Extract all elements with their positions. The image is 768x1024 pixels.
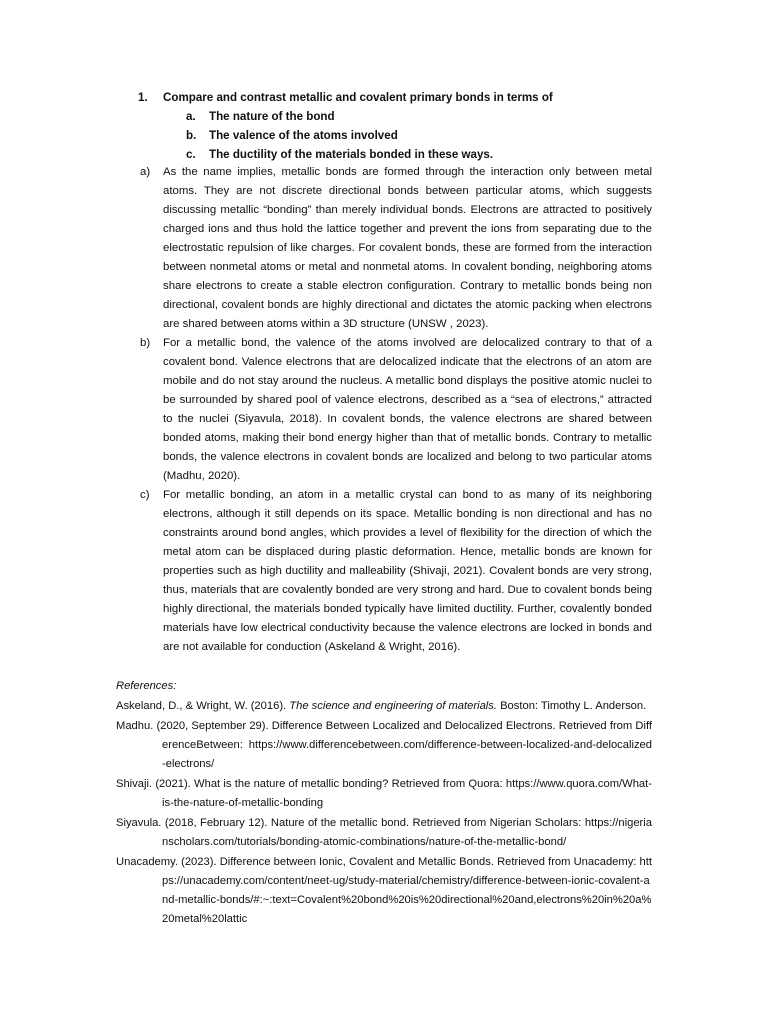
- reference-text-after: Boston: Timothy L. Anderson.: [496, 700, 647, 712]
- answer-text: For a metallic bond, the valence of the atoms involved are delocalized contrary to that of a covalent bond. Valence electrons that are delocalized indicate that the electrons of an atom are mobile and do not stay around the nucleus. A metallic bond displays the positive atomic nuclei to be surrounded by shared pool of valence electrons, described as a “sea of electrons,” attracted to the nuclei (Siyavula, 2018). In covalent bonds, the valence electrons are shared between bonded atoms, making their bond energy higher than that of metallic bonds. Contrary to metallic bonds, the valence electrons in covalent bonds are localized and belong to two particular atoms (Madhu, 2020).: [163, 337, 652, 482]
- reference-italic-title: The science and engineering of materials.: [289, 700, 497, 712]
- subitem-letter: b.: [186, 129, 197, 142]
- reference-text: Madhu. (2020, September 29). Difference Between Localized and Delocalized Electrons. Retrieved from DifferenceBetween: https://www.differencebetween.com/difference-between-localized-and-delocalized-electrons/: [116, 720, 652, 770]
- answer-paragraph: [140, 163, 652, 334]
- question-text: Compare and contrast metallic and covalent primary bonds in terms of: [163, 91, 553, 104]
- reference-entry: [116, 814, 652, 852]
- subitem-letter: c.: [186, 148, 196, 161]
- subitem-letter: a.: [186, 110, 196, 123]
- answers-list: [140, 163, 652, 657]
- reference-text: Siyavula. (2018, February 12). Nature of the metallic bond. Retrieved from Nigerian Scholars: https://nigerianscholars.com/tutorials/bonding-atomic-combinations/nature-of-the-metallic-bond/: [116, 817, 652, 848]
- reference-entry: [116, 717, 652, 774]
- reference-text: Unacademy. (2023). Difference between Ionic, Covalent and Metallic Bonds. Retrieved from Unacademy: https://unacademy.com/content/neet-ug/study-material/chemistry/difference-between-ionic-covalent-and-metallic-bonds/#:~:text=Covalent%20bond%20is%20directional%20and,electrons%20in%20a%20metal%20lattic: [116, 856, 652, 925]
- reference-text: Askeland, D., & Wright, W. (2016).: [116, 700, 290, 712]
- answer-paragraph: [140, 486, 652, 657]
- reference-text: Shivaji. (2021). What is the nature of metallic bonding? Retrieved from Quora: https://www.quora.com/What-is-the-nature-of-metallic-bonding: [116, 778, 652, 809]
- reference-entry: [116, 853, 652, 929]
- references-title: References:: [116, 680, 177, 692]
- question-number: 1.: [138, 91, 148, 104]
- reference-entry: [116, 775, 652, 813]
- subitem-text: The nature of the bond: [209, 110, 335, 123]
- answer-letter: a): [140, 166, 151, 178]
- reference-entry: [116, 697, 652, 716]
- answer-paragraph: [140, 334, 652, 486]
- subitem-text: The valence of the atoms involved: [209, 129, 398, 142]
- answer-letter: c): [140, 489, 150, 501]
- answer-text: For metallic bonding, an atom in a metallic crystal can bond to as many of its neighboring electrons, although it still depends on its space. Metallic bonding is non directional and has no constraints around bond angles, which provides a level of flexibility for the direction of which the metal atom can be displaced during plastic deformation. Hence, metallic bonds are known for properties such as high ductility and malleability (Shivaji, 2021). Covalent bonds are very strong, thus, materials that are covalently bonded are very strong and hard. Due to covalent bonds being highly directional, the materials bonded typically have limited ductility. Further, covalently bonded materials have low electrical conductivity because the valence electrons are locked in bonds and are not available for conduction (Askeland & Wright, 2016).: [163, 489, 652, 653]
- references-section: [116, 677, 652, 930]
- answer-letter: b): [140, 337, 151, 349]
- answer-text: As the name implies, metallic bonds are formed through the interaction only between metal atoms. They are not discrete directional bonds between particular atoms, which suggests discussing metallic “bonding” than merely individual bonds. Electrons are attracted to positively charged ions and thus hold the lattice together and prevent the ions from separating due to the electrostatic repulsion of like charges. For covalent bonds, these are formed from the interaction between nonmetal atoms or metal and nonmetal atoms. In covalent bonding, neighboring atoms share electrons to create a stable electron configuration. Contrary to metallic bonds being non directional, covalent bonds are highly directional and dictates the atomic packing when electrons are shared between atoms within a 3D structure (UNSW , 2023).: [163, 166, 652, 330]
- subitem-text: The ductility of the materials bonded in these ways.: [209, 148, 494, 161]
